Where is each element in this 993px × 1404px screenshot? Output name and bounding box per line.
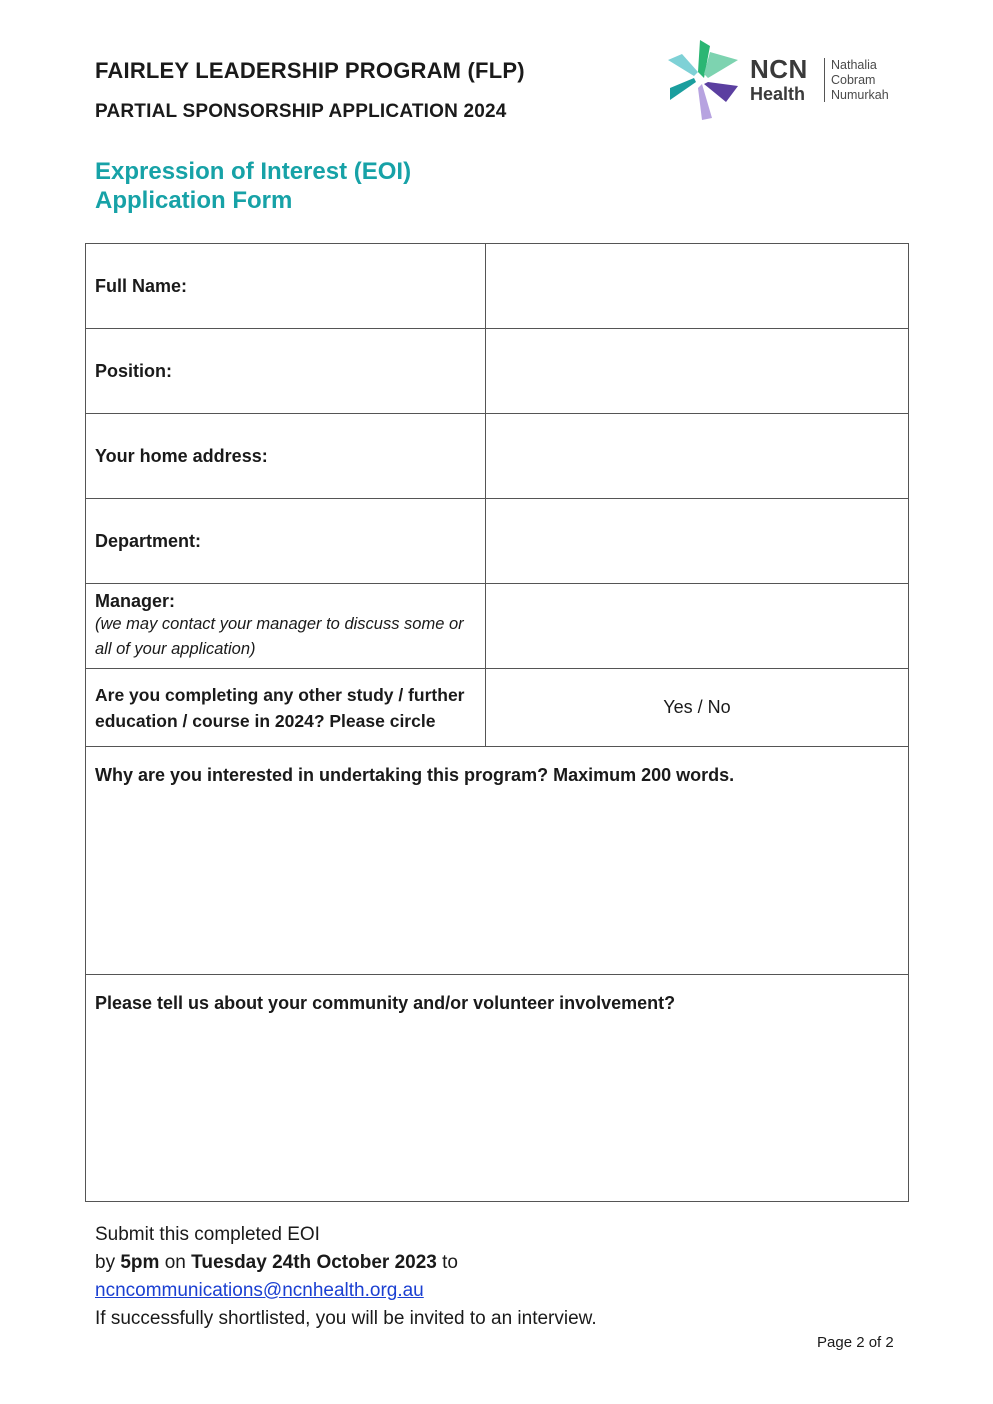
deadline-by: by [95,1252,116,1273]
shortlist-note: If successfully shortlisted, you will be invited to an interview. [95,1308,597,1329]
ncn-health-logo [664,38,914,124]
community-field[interactable] [86,975,909,1202]
eoi-heading-line2: Application Form [95,187,293,214]
deadline-to: to [442,1252,458,1273]
other-study-label: Are you completing any other study / further education / course in 2024? Please circle [86,669,486,747]
full-name-field[interactable] [486,244,909,329]
manager-label: Manager: [95,590,176,611]
submission-email-link[interactable]: ncncommunications@ncnhealth.org.au [95,1280,424,1301]
manager-label-cell [86,584,486,669]
form-row-position [86,329,909,414]
form-row-full-name [86,244,909,329]
logo-ncn-text: NCN [750,54,808,84]
why-interested-field[interactable] [86,747,909,975]
manager-field[interactable] [486,584,909,669]
home-address-field[interactable] [486,414,909,499]
logo-towns [831,58,889,103]
yes-no-option[interactable]: Yes / No [486,669,909,747]
form-row-manager [86,584,909,669]
logo-divider [824,58,825,102]
logo-town-nathalia: Nathalia [831,58,877,72]
deadline-on: on [164,1252,186,1273]
home-address-label: Your home address: [86,414,486,499]
deadline-time: 5pm [120,1252,160,1273]
form-row-why-interested [86,747,909,975]
application-form-table [85,243,909,1202]
logo-health-text: Health [750,84,806,104]
deadline-line [95,1249,597,1277]
page-number: Page 2 of 2 [817,1334,894,1351]
logo-star-icon [664,38,748,124]
logo-town-cobram: Cobram [831,73,876,87]
logo-town-numurkah: Numurkah [831,88,889,102]
submit-line: Submit this completed EOI [95,1224,320,1245]
community-label: Please tell us about your community and/or volunteer involvement? [95,993,676,1013]
position-label: Position: [86,329,486,414]
eoi-heading [95,157,411,215]
manager-note: (we may contact your manager to discuss some or all of your application) [95,614,464,658]
submission-instructions [95,1221,597,1333]
form-row-community [86,975,909,1202]
application-subtitle: PARTIAL SPONSORSHIP APPLICATION 2024 [95,101,507,122]
form-row-other-study [86,669,909,747]
department-label: Department: [86,499,486,584]
eoi-heading-line1: Expression of Interest (EOI) [95,158,412,185]
department-field[interactable] [486,499,909,584]
full-name-label: Full Name: [86,244,486,329]
why-interested-label: Why are you interested in undertaking this program? Maximum 200 words. [95,765,735,785]
form-row-department [86,499,909,584]
program-title: FAIRLEY LEADERSHIP PROGRAM (FLP) [95,58,525,83]
position-field[interactable] [486,329,909,414]
form-row-home-address [86,414,909,499]
deadline-date: Tuesday 24th October 2023 [191,1252,437,1273]
